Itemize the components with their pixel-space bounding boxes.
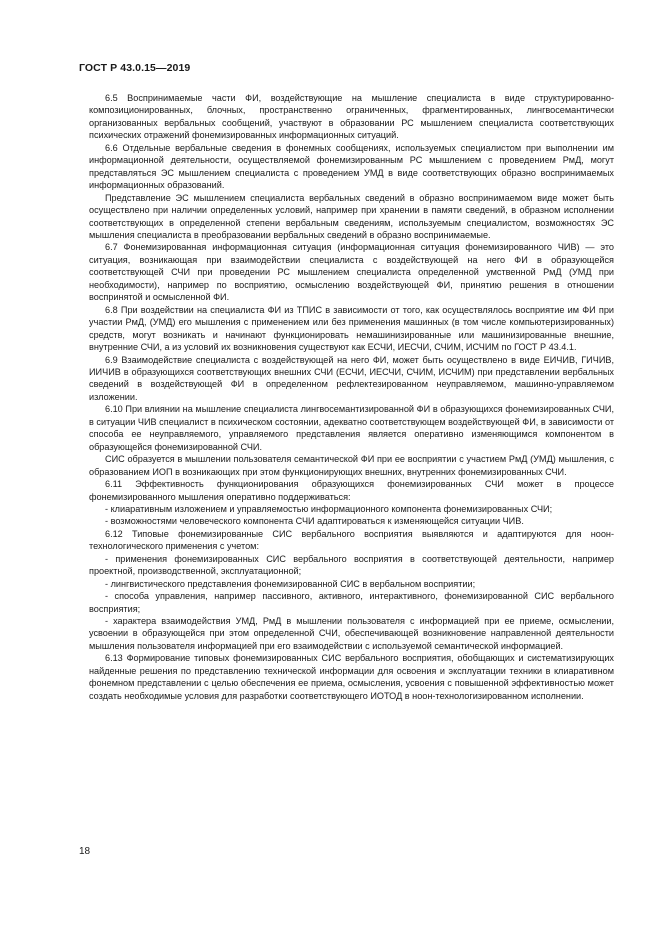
paragraph-6-6: 6.6 Отдельные вербальные сведения в фонемных сообщениях, используемых специалистом при выполнении им информационной деятельности, осуществляемой фонемизированным РС мышлением с проведением РмД, могут представляться ЭС мышлением специалиста с проведением УМД в виде соответствующих образно воспринимаемых информационных образований. <box>89 142 614 191</box>
list-item: - возможностями человеческого компонента СЧИ адаптироваться к изменяющейся ситуации ЧИВ. <box>105 516 524 527</box>
paragraph-6-9: 6.9 Взаимодействие специалиста с воздействующей на него ФИ, может быть осуществлено в виде ЕИЧИВ, ГИЧИВ, ИИЧИВ в образующихся соответствующих внешних СЧИ (ЕСЧИ, ИЕСЧИ, СЧИМ, ИСЧИМ) при представлении вербальных сведений в воздействующей ФИ в определенном рефлектезированном неуправляемом, машинно-управляемом изложении. <box>89 354 614 402</box>
paragraph-sis: СИС образуется в мышлении пользователя семантической ФИ при ее восприятии с участием РмД (УМД) мышления, с образованием ИОП в возникающих при этом функционирующих внешних, внутренних фонемизированных СЧИ. <box>89 454 614 477</box>
document-header: ГОСТ Р 43.0.15—2019 <box>79 62 191 74</box>
list-item: - применения фонемизированных СИС вербального восприятия в соответствующей деятельности, например проектной, производственной, эксплуатационной; <box>89 553 614 577</box>
list-item: - клиаративным изложением и управляемостью информационного компонента фонемизированных СЧИ; <box>105 503 553 514</box>
list-item: - характера взаимодействия УМД, РмД в мышлении пользователя с информацией при ее приеме, осмыслении, усвоении в образующейся при этом определенной СЧИ, обеспечивающей возникновение направленной деятельности мышления пользователя информацией при его взаимодействии с используемой семантической информацией. <box>89 616 614 651</box>
document-body <box>89 92 614 702</box>
list-item: - лингвистического представления фонемизированной СИС в вербальном восприятии; <box>105 578 476 589</box>
page-number: 18 <box>79 846 91 857</box>
list-item: - способа управления, например пассивного, активного, интерактивного, фонемизированной СИС вербального восприятия; <box>89 591 614 614</box>
paragraph-6-11: 6.11 Эффективность функционирования образующихся фонемизированных СЧИ может в процессе фонемизированного мышления оперативно поддерживаться: <box>89 479 614 502</box>
paragraph-6-12: 6.12 Типовые фонемизированные СИС вербального восприятия выявляются и адаптируются для ноон-технологического применения с учетом: <box>89 528 614 552</box>
paragraph-6-13: 6.13 Формирование типовых фонемизированных СИС вербального восприятия, обобщающих и систематизирующих найденные решения по представлению технической информации для освоения и эксплуатации техники в клиаративном фонемном представлении с целью обеспечения ее приема, осмысления, усвоения с повышенной эффективностью может создать необходимые условия для разработки соответствующего ИОТОД в ноон-технологизированном исполнении. <box>89 653 614 701</box>
paragraph-6-5: 6.5 Воспринимаемые части ФИ, воздействующие на мышление специалиста в виде структурированно-композиционированных, блочных, пространственно ограниченных, фрагментированных, лингвосемантически организованных вербальных сообщений, участвуют в образовании РС мышлением специалиста соответствующих психических отражений фонемизированных информационных ситуаций. <box>89 93 614 141</box>
paragraph-representation: Представление ЭС мышлением специалиста вербальных сведений в образно воспринимаемом виде может быть осуществлено при наличии определенных условий, например при хранении в памяти сведений, в образном исполнении соответствующих в определенной степени вербальным сведениям, используемым специалистом, возможностях ЭС мышления специалиста в преобразовании вербальных сведений в образно воспринимаемые. <box>89 192 614 240</box>
paragraph-6-8: 6.8 При воздействии на специалиста ФИ из ТПИС в зависимости от того, как осуществлялось восприятие им ФИ при участии РмД, (УМД) его мышления с применением или без применения машинных (в том числе компьютеризированных) средств, могут возникать и начинают функционировать немашинизированные или машинизированные внешние, внутренние СЧИ, а из условий их возникновения существуют как ЕСЧИ, ИЕСЧИ, СЧИМ, ИСЧИМ по ГОСТ Р 43.4.1. <box>89 304 614 353</box>
paragraph-6-7: 6.7 Фонемизированная информационная ситуация (информационная ситуация фонемизированного ЧИВ) — это ситуация, возникающая при взаимодействии специалиста с воздействующей на него ФИ в образующейся соответствующей СЧИ при проведении РС мышлением специалиста определенной умственной РмД (УМД при необходимости), например по восприятию, осмыслению воздействующей ФИ, принятию решения в отношении воспринятой и осмысленной ФИ. <box>89 242 614 303</box>
paragraph-6-10: 6.10 При влиянии на мышление специалиста лингвосемантизированной ФИ в образующихся фонемизированных СЧИ, в ситуации ЧИВ специалист в психическом состоянии, адекватно соответствующем воздействующей ФИ, в зависимости от способа ее неуправляемого, управляемого представления является оперативно изменяющимся компонентом в образующейся фонемизированной СЧИ. <box>89 404 614 452</box>
